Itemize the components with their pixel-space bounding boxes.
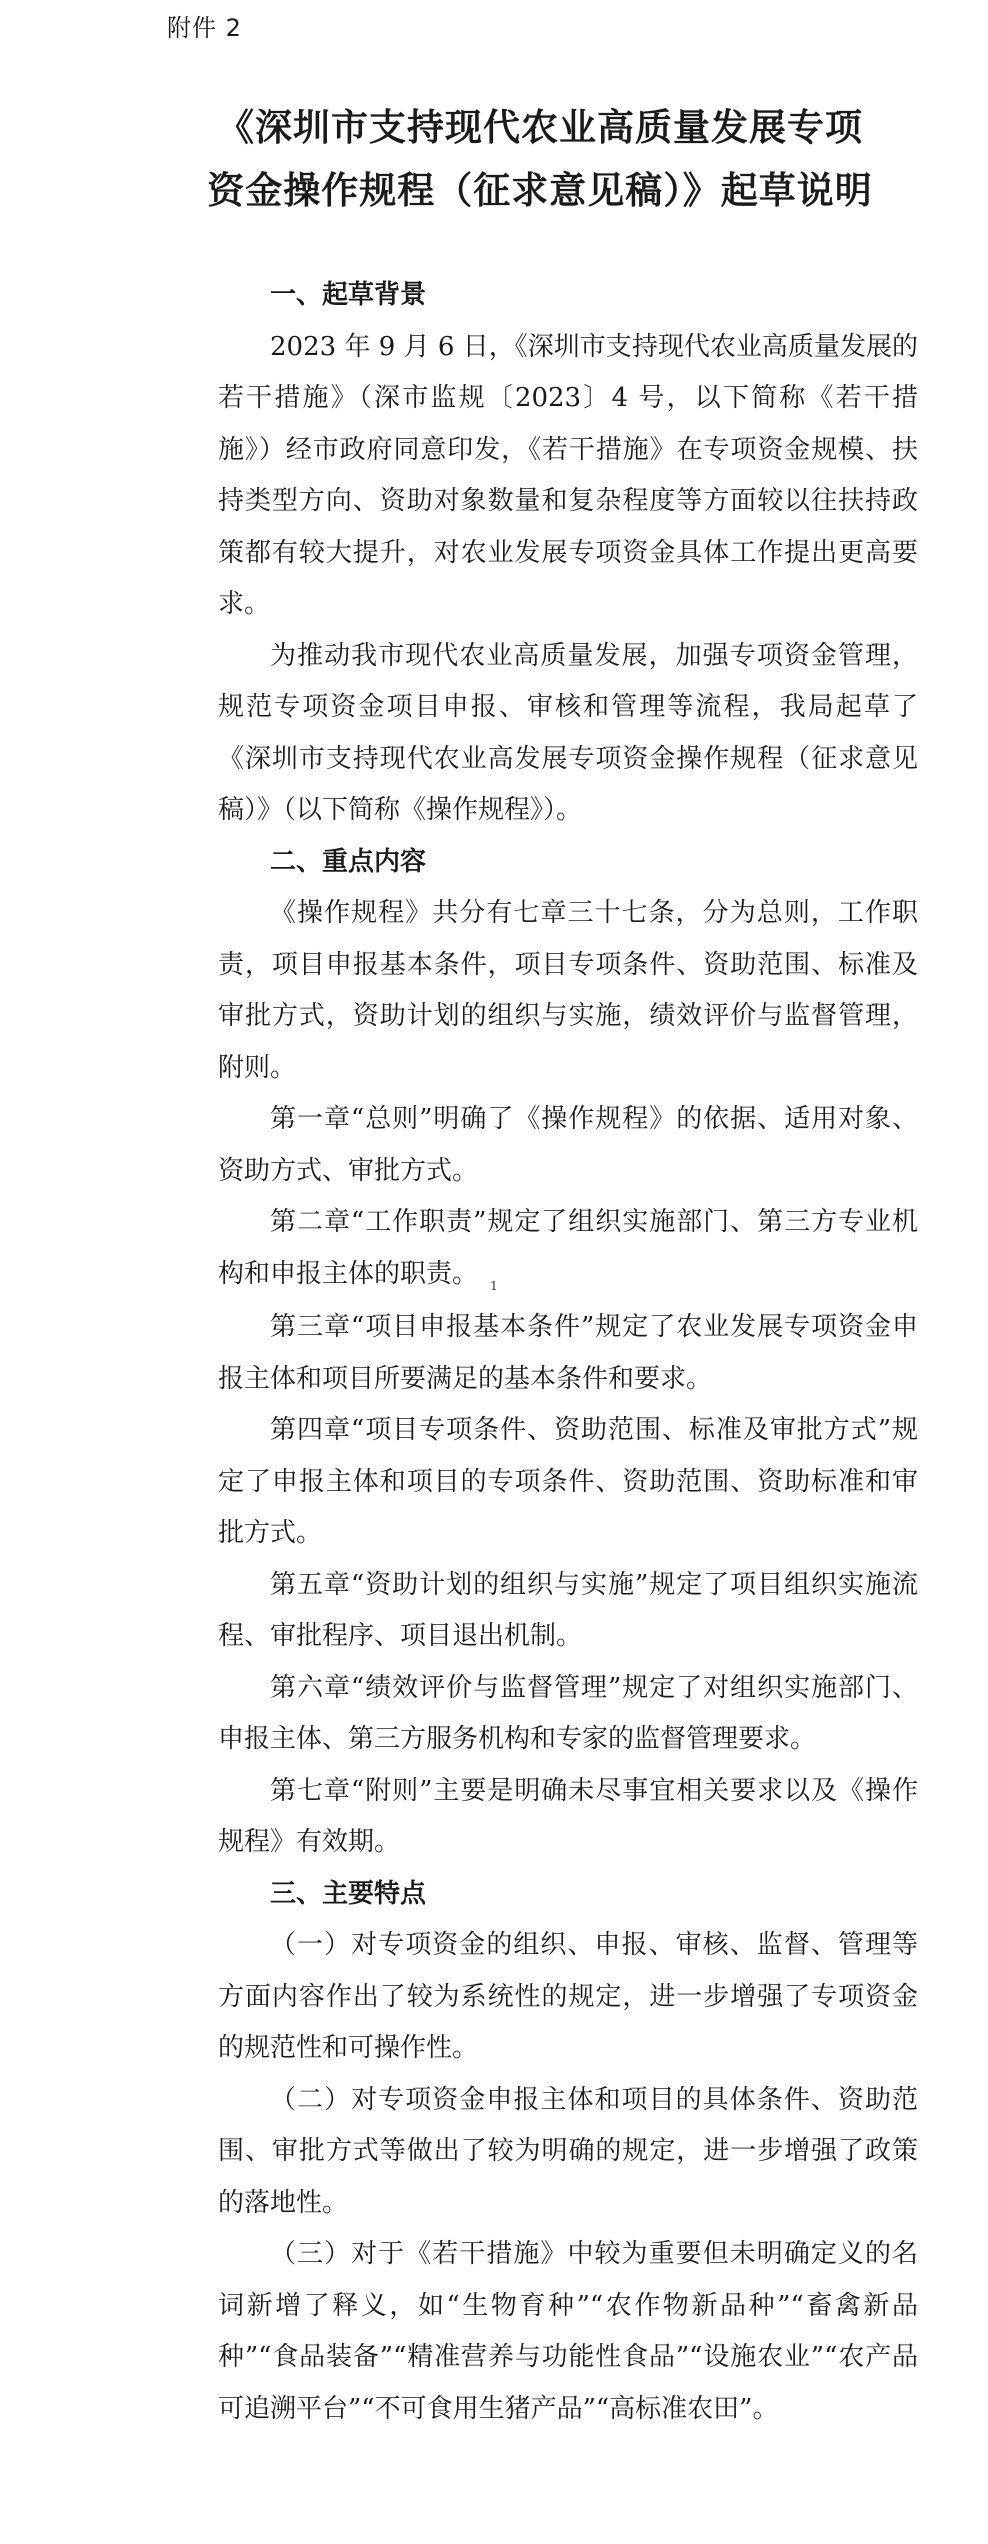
paragraph-chapter-1: 第一章“总则”明确了《操作规程》的依据、适用对象、资助方式、审批方式。 <box>218 1104 918 1186</box>
page-1-body <box>218 270 918 1300</box>
section-heading-features: 三、主要特点 <box>270 1878 427 1909</box>
title-line-2: 资金操作规程（征求意见稿）》起草说明 <box>207 169 873 212</box>
paragraph-chapter-3: 第三章“项目申报基本条件”规定了农业发展专项资金申报主体和项目所要满足的基本条件和要求。 <box>218 1312 918 1394</box>
paragraph-content-overview: 《操作规程》共分有七章三十七条，分为总则，工作职责，项目申报基本条件，项目专项条件、资助范围、标准及审批方式，资助计划的组织与实施，绩效评价与监督管理，附则。 <box>218 898 918 1083</box>
paragraph-background-2: 为推动我市现代农业高质量发展，加强专项资金管理，规范专项资金项目申报、审核和管理等流程，我局起草了《深圳市支持现代农业高发展专项资金操作规程（征求意见稿）》（以下简称《操作规程》）。 <box>218 640 918 825</box>
paragraph-background-1: 2023 年 9 月 6 日，《深圳市支持现代农业高质量发展的若干措施》（深市监规〔2023〕4 号，以下简称《若干措施》）经市政府同意印发，《若干措施》在专项资金规模、扶持类型方向、资助对象数量和复杂程度等方面较以往扶持政策都有较大提升，对农业发展专项资金具体工作提出更高要求。 <box>218 331 918 619</box>
section-heading-content: 二、重点内容 <box>270 846 427 877</box>
paragraph-feature-2: （二）对专项资金申报主体和项目的具体条件、资助范围、审批方式等做出了较为明确的规定，进一步增强了政策的落地性。 <box>218 2084 918 2218</box>
paragraph-chapter-5: 第五章“资助计划的组织与实施”规定了项目组织实施流程、审批程序、项目退出机制。 <box>218 1569 918 1651</box>
paragraph-chapter-2: 第二章“工作职责”规定了组织实施部门、第三方专业机构和申报主体的职责。 <box>218 1207 918 1289</box>
document-title <box>150 96 930 222</box>
page-number: 1 <box>490 1279 498 1293</box>
paragraph-feature-3: （三）对于《若干措施》中较为重要但未明确定义的名词新增了释义，如“生物育种”“农作物新品种”“畜禽新品种”“食品装备”“精准营养与功能性食品”“设施农业”“农产品可追溯平台”“不可食用生猪产品”“高标准农田”。 <box>218 2239 918 2424</box>
attachment-label: 附件 2 <box>167 14 242 42</box>
section-heading-background: 一、起草背景 <box>270 280 427 310</box>
paragraph-chapter-4: 第四章“项目专项条件、资助范围、标准及审批方式”规定了申报主体和项目的专项条件、资助范围、资助标准和审批方式。 <box>218 1415 918 1548</box>
paragraph-chapter-7: 第七章“附则”主要是明确未尽事宜相关要求以及《操作规程》有效期。 <box>218 1775 918 1857</box>
paragraph-feature-1: （一）对专项资金的组织、申报、审核、监督、管理等方面内容作出了较为系统性的规定，进一步增强了专项资金的规范性和可操作性。 <box>218 1930 918 2063</box>
page-2-body <box>218 1302 918 2435</box>
paragraph-chapter-6: 第六章“绩效评价与监督管理”规定了对组织实施部门、申报主体、第三方服务机构和专家的监督管理要求。 <box>218 1672 918 1754</box>
title-line-1: 《深圳市支持现代农业高质量发展专项 <box>217 106 863 149</box>
